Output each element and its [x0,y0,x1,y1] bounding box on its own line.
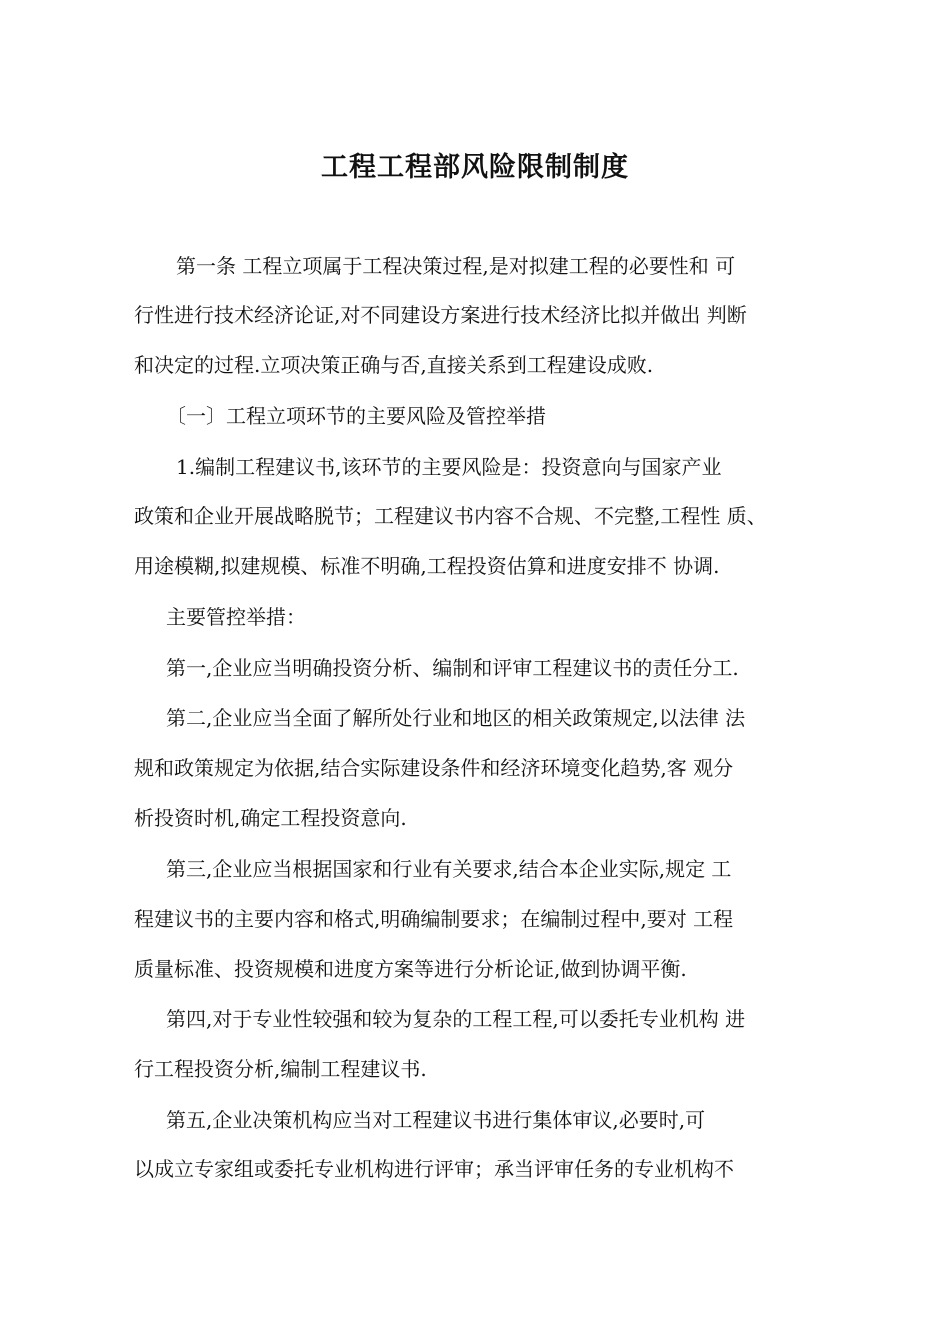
paragraph-line: 和决定的过程.立项决策正确与否,直接关系到工程建设成败. [134,353,654,377]
paragraph-line: 政策和企业开展战略脱节；工程建议书内容不合规、不完整,工程性 质、 [134,504,767,528]
paragraph-line: 以成立专家组或委托专业机构进行评审；承当评审任务的专业机构不 [134,1157,734,1181]
paragraph-line: 规和政策规定为依据,结合实际建设条件和经济环境变化趋势,客 观分 [134,756,734,780]
paragraph-line: 行工程投资分析,编制工程建议书. [134,1057,427,1081]
paragraph-line: 1.编制工程建议书,该环节的主要风险是：投资意向与国家产业 [176,455,722,479]
paragraph-line: 第一条 工程立项属于工程决策过程,是对拟建工程的必要性和 可 [176,254,736,278]
paragraph-line: 质量标准、投资规模和进度方案等进行分析论证,做到协调平衡. [134,957,687,981]
paragraph-line: 主要管控举措： [166,605,306,629]
paragraph-line: 第三,企业应当根据国家和行业有关要求,结合本企业实际,规定 工 [166,857,732,881]
paragraph-line: 第五,企业决策机构应当对工程建议书进行集体审议,必要时,可 [166,1108,706,1132]
paragraph-line: 第一,企业应当明确投资分析、编制和评审工程建议书的责任分工. [166,656,739,680]
paragraph-line: 析投资时机,确定工程投资意向. [134,806,407,830]
document-title: 工程工程部风险限制制度 [321,152,629,183]
paragraph-line: 程建议书的主要内容和格式,明确编制要求；在编制过程中,要对 工程 [134,907,734,931]
section-heading: 〔一〕工程立项环节的主要风险及管控举措 [166,404,546,428]
paragraph-line: 用途模糊,拟建规模、标准不明确,工程投资估算和进度安排不 协调. [134,554,720,578]
paragraph-line: 第二,企业应当全面了解所处行业和地区的相关政策规定,以法律 法 [166,706,746,730]
paragraph-line: 第四,对于专业性较强和较为复杂的工程工程,可以委托专业机构 进 [166,1007,746,1031]
paragraph-line: 行性进行技术经济论证,对不同建设方案进行技术经济比拟并做出 判断 [134,303,747,327]
